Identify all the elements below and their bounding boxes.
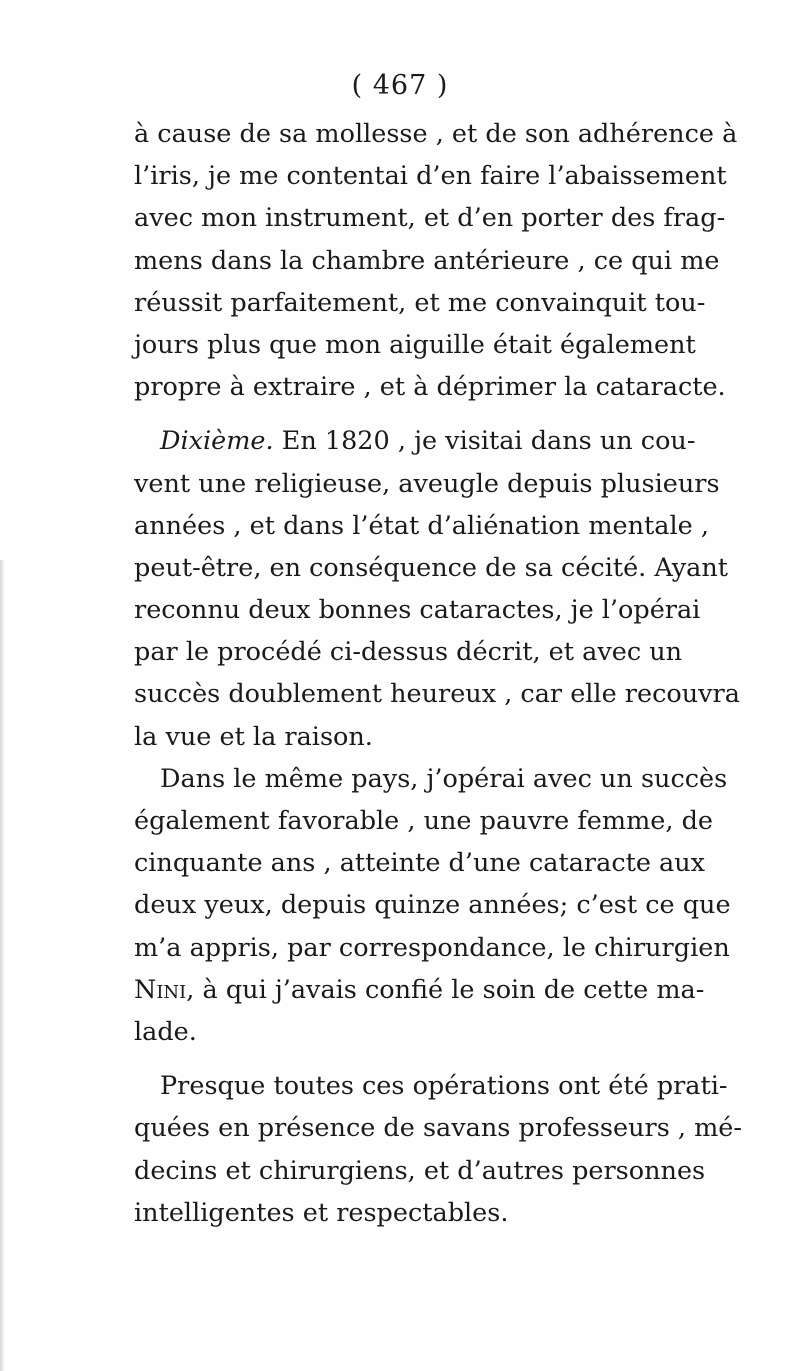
text-line: par le procédé ci-dessus décrit, et avec un <box>134 637 683 668</box>
text-line: Dans le même pays, j’opérai avec un succès <box>160 763 728 794</box>
case-heading: Dixième. <box>160 426 274 457</box>
paragraph-4 <box>134 1065 743 1234</box>
text-line: jours plus que mon aiguille était également <box>134 329 696 360</box>
text-line: decins et chirurgiens, et d’autres personnes <box>134 1155 706 1186</box>
text-line: quées en présence de savans professeurs , mé- <box>134 1113 743 1144</box>
text-line: propre à extraire , et à déprimer la cataracte. <box>134 372 726 403</box>
text-line: vent une religieuse, aveugle depuis plusieurs <box>134 468 720 499</box>
surgeon-name: Nini <box>134 974 187 1005</box>
paragraph-2 <box>134 420 740 758</box>
text-line <box>134 969 705 1011</box>
text-line: également favorable , une pauvre femme, de <box>134 806 713 836</box>
text-line: peut-être, en conséquence de sa cécité. Ayant <box>134 552 729 583</box>
page-edge-shadow <box>0 560 4 1371</box>
text-line: succès doublement heureux , car elle recouvra <box>134 679 740 710</box>
text-run: En 1820 , je visitai dans un cou- <box>281 426 696 457</box>
text-line: mens dans la chambre antérieure , ce qui me <box>134 245 720 276</box>
body-text <box>134 113 743 1234</box>
paragraph-3 <box>134 758 731 1053</box>
text-line: cinquante ans , atteinte d’une cataracte aux <box>134 848 706 879</box>
page-number: ( 467 ) <box>351 70 449 101</box>
text-line: l’iris, je me contentai d’en faire l’abaissement <box>134 161 727 192</box>
text-line: Presque toutes ces opérations ont été prati- <box>160 1071 728 1102</box>
text-line: lade. <box>134 1016 197 1047</box>
text-run: , à qui j’avais confié le soin de cette ma- <box>186 974 705 1005</box>
text-line: m’a appris, par correspondance, le chirurgien <box>134 932 730 963</box>
paragraph-1 <box>134 113 738 408</box>
text-line: années , et dans l’état d’aliénation mentale , <box>134 510 709 541</box>
text-line: la vue et la raison. <box>134 721 373 752</box>
text-line <box>134 420 696 462</box>
text-line: avec mon instrument, et d’en porter des frag- <box>134 203 726 234</box>
text-line: deux yeux, depuis quinze années; c’est ce que <box>134 890 731 921</box>
text-line: reconnu deux bonnes cataractes, je l’opérai <box>134 595 701 626</box>
text-line: à cause de sa mollesse , et de son adhérence à <box>134 119 738 149</box>
text-line: intelligentes et respectables. <box>134 1197 509 1228</box>
text-line: réussit parfaitement, et me convainquit tou- <box>134 287 706 318</box>
